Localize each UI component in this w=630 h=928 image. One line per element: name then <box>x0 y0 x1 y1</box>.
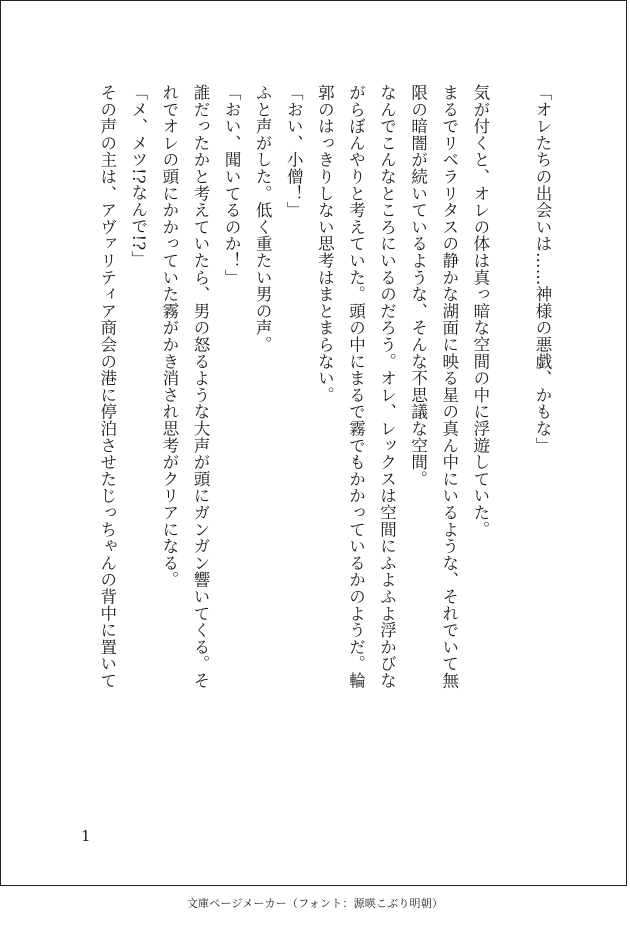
text-line: 誰だったかと考えていたら、男の怒るような大声が頭にガンガン響いてくる。そ <box>190 84 210 689</box>
text-line: ふと声がした。低く重たい男の声。 <box>253 84 273 353</box>
text-line: 郭のはっきりしない思考はまとまらない。 <box>315 84 335 404</box>
text-line: なんでこんなところにいるのだろう。オレ、レックスは空間にふよふよ浮かびな <box>377 84 397 689</box>
text-line: 「おい、小僧！」 <box>284 84 304 219</box>
text-line: れでオレの頭にかかっていた霧がかき消され思考がクリアになる。 <box>159 84 179 588</box>
text-line: 気が付くと、オレの体は真っ暗な空間の中に浮遊していた。 <box>470 84 490 538</box>
footer-caption: 文庫ページメーカー（フォント：源暎こぶり明朝） <box>186 897 444 910</box>
text-line: その声の主は、アヴァリティア商会の港に停泊させたじっちゃんの背中に置いて <box>97 84 117 689</box>
text-line: 限の暗闇が続いているような、そんな不思議な空間。 <box>408 84 428 488</box>
text-line: 「オレたちの出会いは……神様の悪戯、かもな」 <box>533 84 552 454</box>
text-line: 「メ、メツ!?なんで!?」 <box>128 84 148 268</box>
page-number: 1 <box>81 827 91 845</box>
text-line: 「おい、聞いてるのか！」 <box>222 84 242 286</box>
text-line: まるでリベラリタスの静かな湖面に映る星の真ん中にいるような、それでいて無 <box>439 84 459 689</box>
vertical-text-body <box>92 84 558 804</box>
blank-line <box>496 84 527 804</box>
text-line: がらぼんやりと考えていた。頭の中にまるで霧でもかかっているかのようだ。輪 <box>346 84 366 689</box>
